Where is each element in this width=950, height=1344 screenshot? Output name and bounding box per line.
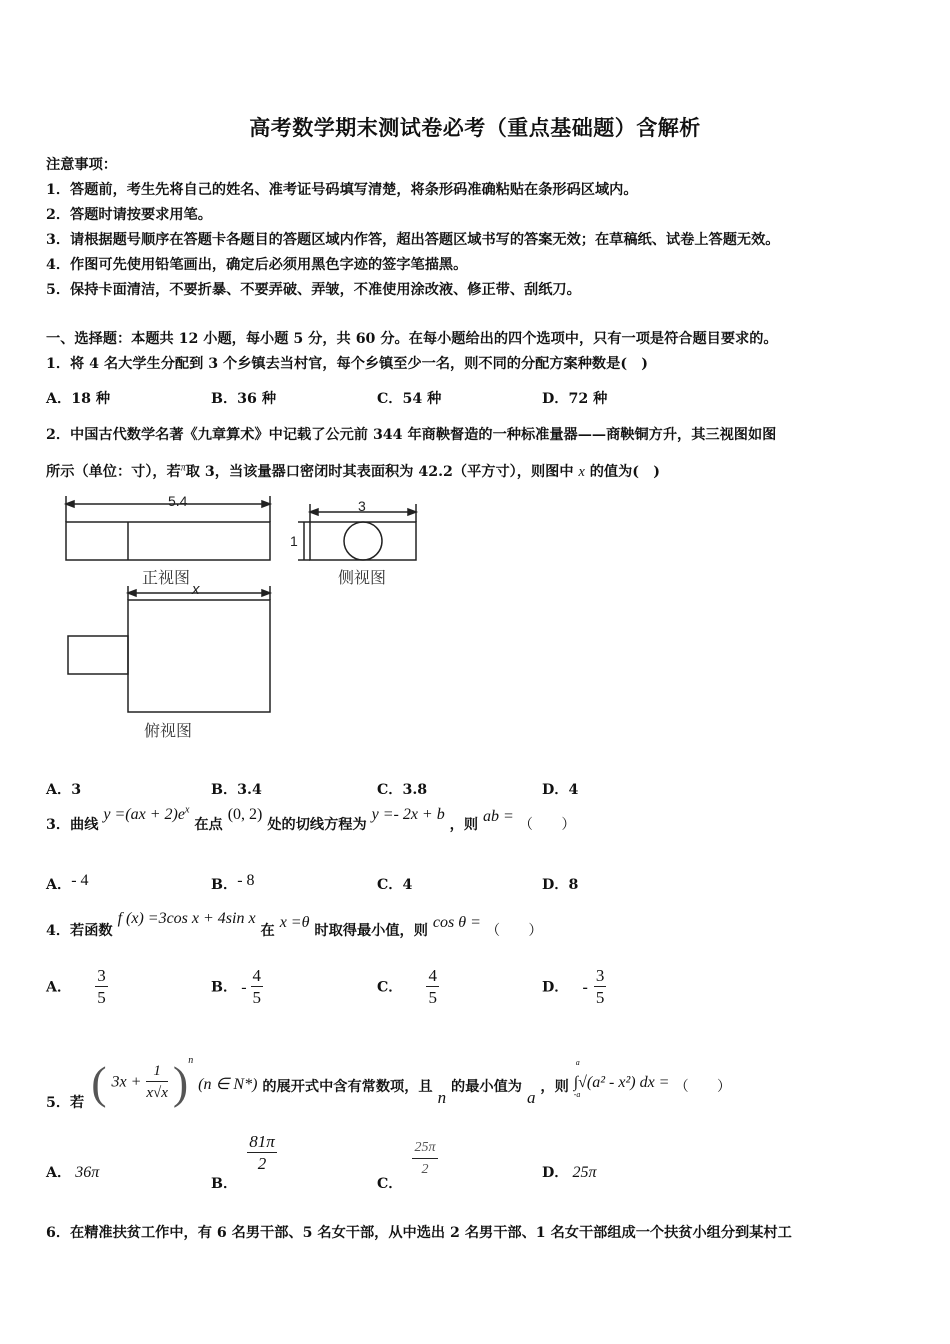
q3-option-d-label: D． [542, 877, 569, 893]
page-title: 高考数学期末测试卷必考（重点基础题）含解析 [249, 115, 701, 140]
question-6: 6．在精准扶贫工作中，有 6 名男干部、5 名女干部，从中选出 2 名男干部、1 名女干部组成一个扶贫小组分到某村工 [46, 1225, 792, 1241]
q5-option-c [377, 1138, 438, 1192]
q5-expr-a: 3x + [111, 1073, 142, 1091]
q5-mid2: 的最小值为 [451, 1078, 522, 1095]
q5-exponent: n [188, 1054, 194, 1066]
top-view-handle [68, 636, 128, 674]
top-dim-arrow-right [262, 590, 270, 596]
q4-option-a [46, 966, 108, 1009]
q3-option-a-value: - 4 [71, 872, 89, 889]
q2-option-d: D．4 [542, 782, 579, 798]
question-3 [46, 804, 576, 834]
question-2-line1: 2．中国古代数学名著《九章算术》中记载了公元前 344 年商鞅督造的一种标准量器——商鞅铜方升，其三视图如图 [46, 427, 777, 443]
dim-top-label: x [192, 581, 200, 598]
q4-option-b [211, 966, 263, 1009]
q1-option-d: D．72 种 [542, 391, 608, 407]
q5-prefix: 5．若 [46, 1094, 85, 1111]
q3-option-b-value: - 8 [237, 872, 255, 889]
front-view-rect [66, 522, 270, 560]
q4-option-d-label: D． [542, 979, 569, 996]
notice-heading: 注意事项： [46, 157, 117, 173]
q3-option-a [46, 874, 89, 894]
q5-option-b-num: 81π [249, 1132, 275, 1151]
question-4 [46, 910, 543, 940]
q4-option-d-sign: - [582, 978, 588, 996]
q1-option-b: B．36 种 [211, 391, 277, 407]
q4-option-b-sign: - [241, 978, 247, 996]
q5-option-a [46, 1162, 99, 1182]
q2-text-c: 的值为( ) [589, 464, 660, 480]
q5-condition: (n ∈ N*) [198, 1075, 258, 1093]
q5-option-b-label: B． [211, 1175, 238, 1192]
q5-n: n [437, 1087, 447, 1107]
q4-cos: cos θ = [432, 914, 481, 931]
q3-tangent: y =- 2x + b [371, 806, 445, 823]
q2-option-a: A．3 [46, 782, 82, 798]
q4-at: x =θ [279, 914, 310, 931]
q4-option-d [542, 966, 606, 1009]
q5-mid3: ，则 [540, 1078, 569, 1095]
q3-ab: ab = [483, 808, 514, 825]
dim-height-label: 1 [290, 533, 298, 549]
q5-tail: （ ） [674, 1078, 732, 1095]
q4-option-c-num: 4 [428, 966, 437, 985]
front-dim-arrow-left [66, 501, 74, 507]
q4-mid1: 在 [260, 923, 275, 939]
side-dim-arrow-left [310, 509, 318, 515]
top-dim-arrow-left [128, 590, 136, 596]
q3-curve-exp: x [184, 804, 190, 816]
q2-option-b: B．3.4 [211, 782, 262, 798]
q4-option-a-den: 5 [97, 988, 106, 1007]
q4-option-a-num: 3 [97, 966, 106, 985]
q5-option-b-den: 2 [257, 1154, 267, 1173]
q3-option-d [542, 874, 578, 894]
q5-paren-left: ( [91, 1057, 107, 1108]
q5-option-d-value: 25π [572, 1164, 597, 1181]
q4-option-d-den: 5 [595, 988, 605, 1007]
q3-option-d-value: 8 [568, 877, 579, 893]
side-dim-arrow-right [408, 509, 416, 515]
q3-option-a-label: A． [46, 877, 72, 893]
side-view-rect [310, 522, 416, 560]
q3-tail: （ ） [518, 817, 576, 833]
q4-option-b-fraction [251, 966, 264, 1009]
dim-front-label: 5.4 [168, 493, 188, 509]
q4-function: f (x) =3cos x + 4sin x [117, 910, 256, 927]
q3-option-b-label: B． [211, 877, 238, 893]
q3-mid1: 在点 [194, 817, 223, 833]
question-2-line2 [46, 461, 660, 481]
q2-text-b: 取 3，当该量器口密闭时其表面积为 42.2（平方寸），则图中 [185, 464, 574, 480]
section-heading: 一、选择题：本题共 12 小题，每小题 5 分，共 60 分。在每小题给出的四个选项中，只有一项是符合题目要求的。 [46, 331, 778, 347]
q3-point: (0, 2) [227, 806, 263, 823]
q1-option-c: C．54 种 [377, 391, 442, 407]
top-view-rect [128, 600, 270, 712]
q4-option-b-num: 4 [252, 966, 262, 985]
q5-option-b-fraction [247, 1132, 277, 1175]
q5-integral [573, 1057, 670, 1099]
notice-item: 1．答题前，考生先将自己的姓名、准考证号码填写清楚，将条形码准确粘贴在条形码区域内。 [46, 182, 638, 198]
q2-option-c: C．3.8 [377, 782, 428, 798]
q4-tail: （ ） [485, 923, 543, 939]
q3-curve-base: y =(ax + 2)e [103, 806, 185, 823]
q4-prefix: 4．若函数 [46, 923, 113, 939]
q5-option-c-label: C． [377, 1175, 403, 1192]
q3-option-c [377, 874, 412, 894]
q4-option-b-label: B． [211, 979, 238, 996]
q4-option-d-num: 3 [595, 966, 605, 985]
q5-option-c-num: 25π [412, 1138, 437, 1159]
q3-option-c-value: 4 [402, 877, 413, 893]
q5-mid1: 的展开式中含有常数项，且 [262, 1078, 433, 1095]
q5-integral-expr: ∫√(a² - x²) dx = [573, 1073, 670, 1091]
q5-option-c-fraction [412, 1138, 437, 1181]
side-view-caption: 侧视图 [338, 570, 387, 587]
q3-option-c-label: C． [377, 877, 403, 893]
top-view-caption: 俯视图 [144, 723, 193, 740]
q4-option-c-den: 5 [428, 988, 437, 1007]
q3-prefix: 3．曲线 [46, 817, 99, 833]
q5-option-c-den: 2 [421, 1162, 429, 1177]
notice-item: 4．作图可先使用铅笔画出，确定后必须用黑色字迹的签字笔描黑。 [46, 257, 468, 273]
front-view-caption: 正视图 [142, 570, 191, 587]
q5-upper-limit: a [575, 1057, 580, 1067]
q5-lower-limit: -a [573, 1089, 581, 1099]
notice-item: 3．请根据题号顺序在答题卡各题目的答题区域内作答，超出答题区域书写的答案无效；在草稿纸、试卷上答题无效。 [46, 232, 780, 248]
question-5 [46, 1054, 731, 1110]
q5-expr-num: 1 [146, 1061, 168, 1082]
side-view-circle [344, 522, 382, 560]
q2-pi: π [180, 462, 186, 474]
q4-option-a-label: A． [46, 979, 72, 996]
q5-option-a-label: A． [46, 1165, 72, 1181]
q5-option-d [542, 1162, 597, 1182]
q2-text-a: 所示（单位：寸），若 [46, 464, 181, 480]
q3-mid3: ，则 [449, 817, 479, 833]
three-view-figure [58, 492, 438, 752]
q5-option-d-label: D． [542, 1165, 569, 1181]
q5-expr-fraction [146, 1061, 168, 1104]
q4-option-c-label: C． [377, 979, 403, 996]
front-dim-arrow-right [262, 501, 270, 507]
q5-a: a [526, 1087, 536, 1107]
q5-option-b [211, 1132, 277, 1192]
q5-paren-right: ) [172, 1057, 189, 1108]
question-1: 1．将 4 名大学生分配到 3 个乡镇去当村官，每个乡镇至少一名，则不同的分配方案种数是( ) [46, 356, 648, 372]
q2-x: x [578, 464, 585, 480]
q4-option-d-fraction [594, 966, 607, 1009]
q4-option-c-fraction [426, 966, 439, 1009]
q5-binomial [91, 1056, 193, 1109]
notice-item: 2．答题时请按要求用笔。 [46, 207, 212, 223]
q5-expr-den: x√x [146, 1085, 168, 1101]
dim-side-label: 3 [358, 498, 366, 514]
notice-item: 5．保持卡面清洁，不要折暴、不要弄破、弄皱，不准使用涂改液、修正带、刮纸刀。 [46, 282, 581, 298]
q4-mid2: 时取得最小值，则 [314, 923, 428, 939]
q3-curve [103, 806, 189, 823]
q3-option-b [211, 874, 255, 894]
q4-option-c [377, 966, 439, 1009]
q1-option-a: A．18 种 [46, 391, 111, 407]
q3-mid2: 处的切线方程为 [267, 817, 367, 833]
q4-option-b-den: 5 [252, 988, 262, 1007]
q4-option-a-fraction [95, 966, 108, 1009]
q5-option-a-value: 36π [75, 1164, 100, 1181]
